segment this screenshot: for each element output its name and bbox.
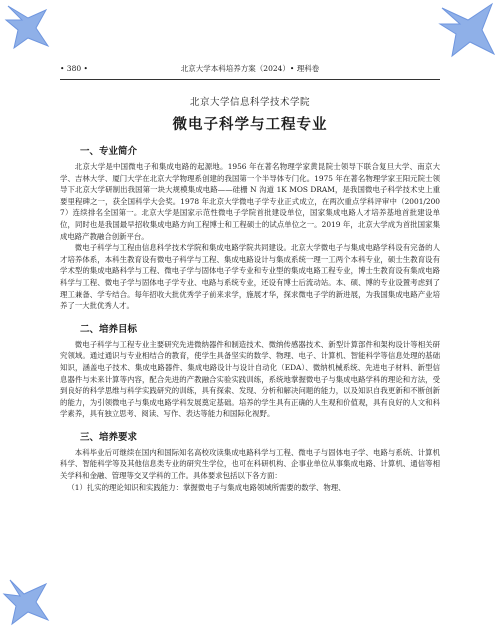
paragraph: 微电子科学与工程专业主要研究先进微纳器件和制造技术、微纳传感器技术、新型计算部件和架构设计等相关研究领域。通过通识与专业相结合的教育，使学生具备坚实的数学、物理、电子、计算机、智能科学等信息处理的基础知识，涵盖电子技术、集成电路器件、集成电路设计与设计自动化（EDA）、微纳机械系统、先进电子材料、新型信息器件与未来计算等内容，配合先进的产教融合实验实践训练，系统地掌握微电子与集成电路学科的理论和方法，受到良好的科学思维与科学实践研究的训练，具有探索、发现、分析和解决问题的能力，以及知识自我更新和不断创新的能力，为引领微电子与集成电路学科发展奠定基础。培养的学生具有正确的人生观和价值观，具有良好的人文和科学素养，具有独立思考、阅读、写作、表达等能力和国际化视野。 [60, 339, 440, 419]
corner-star-decoration [438, 2, 496, 58]
list-item: （1）扎实的理论知识和实践能力：掌握微电子与集成电路领域所需要的数学、物理、 [67, 482, 346, 492]
document-page [60, 60, 440, 631]
section-heading: 二、培养目标 [80, 323, 138, 335]
page-number: • 380 • [60, 63, 88, 73]
running-header [60, 60, 440, 80]
paragraph: 微电子科学与工程由信息科学技术学院和集成电路学院共同建设。北京大学微电子与集成电路学科设有完备的人才培养体系，本科生教育设有微电子科学与工程、集成电路设计与集成系统一理一工两个本科专业，硕士生教育设有学术型的集成电路科学与工程、微电子学与固体电子学专业和专业型的集成电路工程专业，博士生教育设有集成电路科学与工程、微电子学与固体电子学专业、电路与系统专业，还设有博士后流动站。本、硕、博的专业设置考虑到了理工兼备、学专结合。每年招收大批优秀学子前来求学，施展才华，探求微电子学的新进展，为我国集成电路产业培养了一大批优秀人才。 [60, 243, 440, 311]
paragraph: 北京大学是中国微电子和集成电路的起源地。1956 年在著名物理学家黄昆院士领导下联合复旦大学、南京大学、吉林大学、厦门大学在北京大学物理系创建的我国第一个半导体专门化。1975 年在著名物理学家王阳元院士领导下北京大学研制出我国第一块大规模集成电路——硅栅 N 沟道 1K MOS DRAM，是我国微电子科学技术史上重要里程碑之一，获全国科学大会奖。1978 年北京大学微电子学专业正式成立，在两次重点学科评审中（2001/2007）连续排名全国第一。北京大学是国家示范性微电子学院首批建设单位，国家集成电路人才培养基地首批建设单位，同时也是我国最早招收集成电路方向工程博士和工程硕士的试点单位之一。2019 年，北京大学成为首批国家集成电路产教融合创新平台。 [60, 162, 440, 241]
school-name: 北京大学信息科学技术学院 [189, 97, 310, 108]
running-header-title: 北京大学本科培养方案（2024）• 理科卷 [180, 63, 320, 73]
section-heading: 一、专业简介 [80, 146, 138, 157]
paragraph: 本科毕业后可继续在国内和国际知名高校攻读集成电路科学与工程、微电子与固体电子学、电路与系统、计算机科学、智能科学等及其他信息类专业的研究生学位，也可在科研机构、企事业单位从事集成电路、计算机、通信等相关学科和金融、管理等交叉学科的工作。具体要求包括以下各方面： [60, 447, 440, 481]
corner-star-decoration [2, 578, 50, 626]
section-heading: 三、培养要求 [80, 431, 138, 443]
major-title: 微电子科学与工程专业 [172, 117, 328, 133]
corner-star-decoration [2, 2, 52, 52]
